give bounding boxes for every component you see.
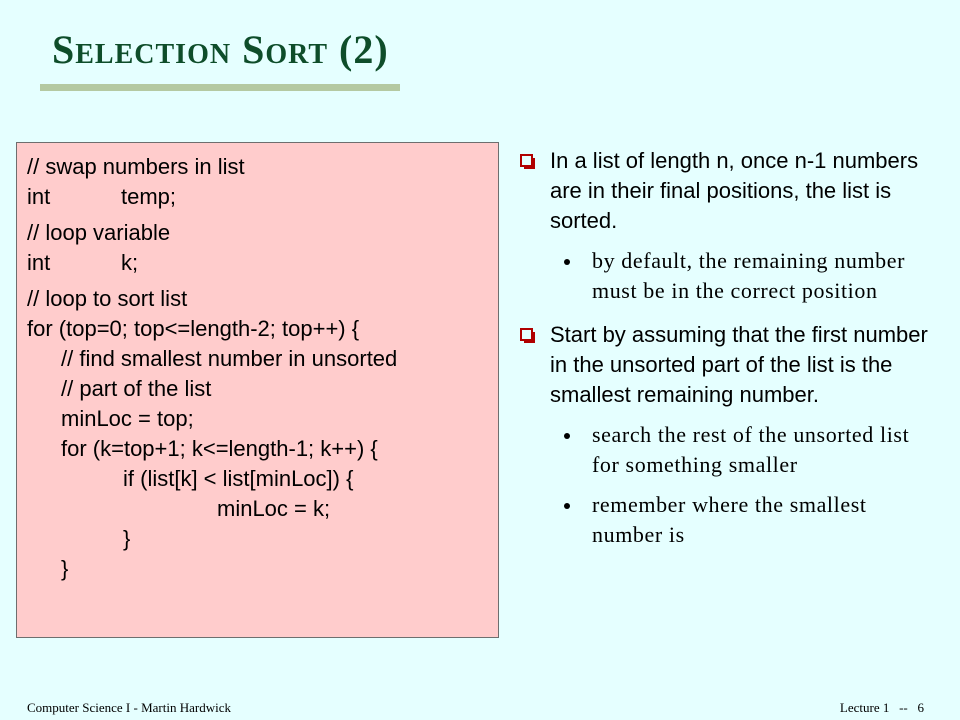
code-block — [16, 142, 499, 638]
slide-title: Selection Sort (2) — [52, 27, 389, 72]
code-line-comment-find: // find smallest number in unsorted — [61, 346, 398, 371]
code-line-close-inner: } — [61, 556, 69, 581]
sub-bullet-text: remember where the smallest number is — [592, 492, 867, 547]
bullet-text: In a list of length n, once n-1 numbers are in their final positions, the list is sorted. — [550, 148, 919, 233]
code-line-comment-swap: // swap numbers in list — [27, 154, 245, 179]
sub-bullet-item — [520, 420, 940, 480]
checkbox-square-icon — [520, 154, 533, 167]
sub-bullet-item — [520, 246, 940, 306]
bullet-item — [520, 320, 940, 410]
bullet-item — [520, 146, 940, 236]
code-line-decl-k — [27, 248, 498, 278]
code-line-for-outer: for (top=0; top<=length-2; top++) { — [27, 316, 360, 341]
code-identifier-k: k; — [121, 250, 139, 275]
code-keyword-int: int — [27, 184, 51, 209]
code-line-close-if: } — [123, 526, 131, 551]
sub-bullet-text: search the rest of the unsorted list for something smaller — [592, 422, 910, 477]
code-line-decl-temp — [27, 182, 498, 212]
bullet-list — [520, 146, 940, 550]
bullet-text: Start by assuming that the first number in the unsorted part of the list is the smallest remaining number. — [550, 322, 928, 407]
footer-author: Computer Science I - Martin Hardwick — [27, 700, 231, 715]
sub-bullet-item — [520, 490, 940, 550]
dot-icon — [564, 433, 570, 439]
code-line-minloc-init: minLoc = top; — [61, 406, 194, 431]
dot-icon — [564, 503, 570, 509]
code-line-minloc-assign: minLoc = k; — [217, 496, 331, 521]
footer-page-number: Lecture 1 -- 6 — [839, 700, 924, 715]
code-identifier-temp: temp; — [121, 184, 177, 209]
sub-bullet-text: by default, the remaining number must be in the correct position — [592, 248, 906, 303]
code-line-comment-loop-var: // loop variable — [27, 220, 171, 245]
checkbox-square-icon — [520, 328, 533, 341]
code-line-comment-part: // part of the list — [61, 376, 212, 401]
dot-icon — [564, 259, 570, 265]
code-line-for-inner: for (k=top+1; k<=length-1; k++) { — [61, 436, 378, 461]
code-line-if: if (list[k] < list[minLoc]) { — [123, 466, 354, 491]
code-line-comment-sort: // loop to sort list — [27, 286, 188, 311]
code-keyword-int: int — [27, 250, 51, 275]
title-underline — [40, 84, 400, 91]
